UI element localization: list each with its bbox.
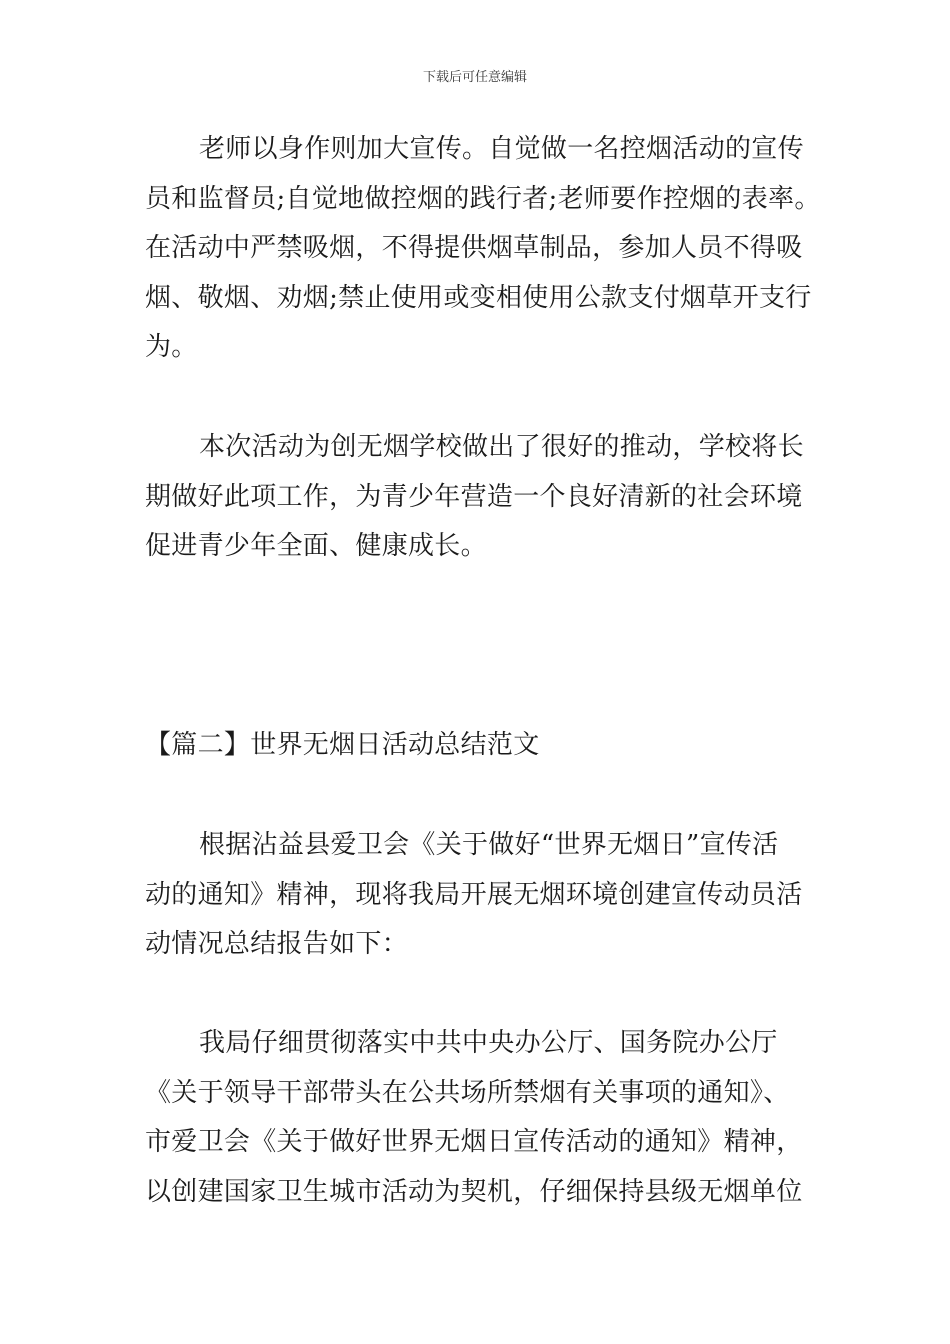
paragraph-implementation: [145, 1019, 815, 1217]
paragraph-line: 促进青少年全面、健康成长。: [145, 531, 487, 561]
paragraph-activity-summary: [145, 423, 815, 572]
paragraph-line: 动的通知》精神，现将我局开展无烟环境创建宣传动员活: [145, 879, 803, 910]
paragraph-line: 《关于领导干部带头在公共场所禁烟有关事项的通知》、: [145, 1077, 790, 1108]
paragraph-line: 根据沾益县爱卫会《关于做好“世界无烟日”宣传活: [199, 830, 779, 860]
paragraph-line: 在活动中严禁吸烟，不得提供烟草制品，参加人员不得吸: [145, 233, 803, 263]
page-header: 下载后可任意编辑: [422, 70, 527, 85]
paragraph-line: 为。: [145, 332, 198, 362]
paragraph-line: 老师以身作则加大宣传。自觉做一名控烟活动的宣传: [199, 134, 804, 164]
section-heading: 【篇二】世界无烟日活动总结范文: [145, 730, 540, 760]
paragraph-line: 期做好此项工作，为青少年营造一个良好清新的社会环境: [145, 481, 803, 512]
paragraph-line: 本次活动为创无烟学校做出了很好的推动，学校将长: [199, 432, 804, 462]
paragraph-line: 市爱卫会《关于做好世界无烟日宣传活动的通知》精神，: [145, 1127, 803, 1157]
paragraph-line: 烟、敬烟、劝烟;禁止使用或变相使用公款支付烟草开支行: [145, 282, 812, 313]
paragraph-line: 员和监督员;自觉地做控烟的践行者;老师要作控烟的表率。: [145, 183, 821, 214]
paragraph-teacher-example: [145, 125, 821, 373]
paragraph-line: 我局仔细贯彻落实中共中央办公厅、国务院办公厅: [199, 1028, 778, 1058]
paragraph-line: 以创建国家卫生城市活动为契机，仔细保持县级无烟单位: [145, 1176, 803, 1207]
paragraph-line: 动情况总结报告如下：: [145, 929, 409, 959]
paragraph-notice-basis: [145, 821, 815, 970]
